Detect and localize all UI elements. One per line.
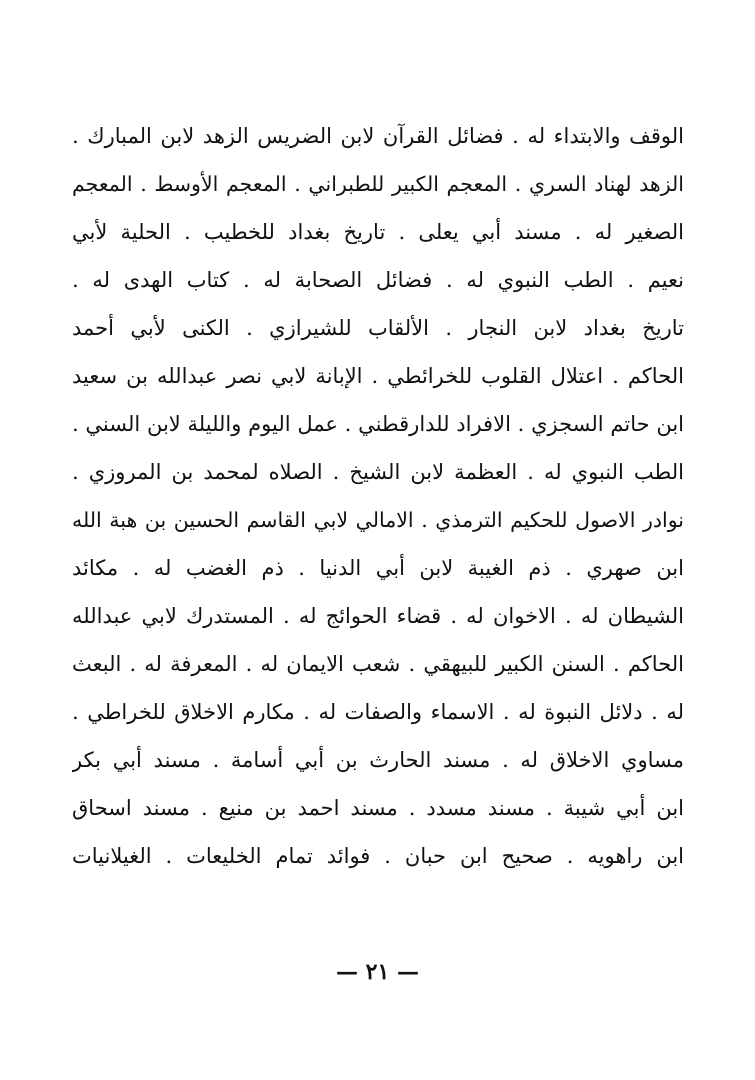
body-text	[72, 112, 684, 880]
text-line-6: الحاكم . اعتلال القلوب للخرائطي . الإبانة لابي نصر عبدالله بن سعيد	[72, 364, 684, 388]
text-line-13: له . دلائل النبوة له . الاسماء والصفات له . مكارم الاخلاق للخراطي .	[72, 700, 684, 724]
text-line-12: الحاكم . السنن الكبير للبيهقي . شعب الايمان له . المعرفة له . البعث	[72, 652, 684, 676]
text-line-10: ابن صهري . ذم الغيبة لابن أبي الدنيا . ذم الغضب له . مكائد	[72, 556, 684, 580]
text-line-11: الشيطان له . الاخوان له . قضاء الحوائج له . المستدرك لابي عبدالله	[72, 604, 684, 628]
text-line-4: نعيم . الطب النبوي له . فضائل الصحابة له . كتاب الهدى له .	[72, 268, 684, 292]
text-line-3: الصغير له . مسند أبي يعلى . تاريخ بغداد للخطيب . الحلية لأبي	[72, 220, 684, 244]
text-line-2: الزهد لهناد السري . المعجم الكبير للطبراني . المعجم الأوسط . المعجم	[72, 172, 684, 196]
text-line-7: ابن حاتم السجزي . الافراد للدارقطني . عمل اليوم والليلة لابن السني .	[72, 412, 684, 436]
text-line-5: تاريخ بغداد لابن النجار . الألقاب للشيرازي . الكنى لأبي أحمد	[72, 316, 684, 340]
text-line-15: ابن أبي شيبة . مسند مسدد . مسند احمد بن منيع . مسند اسحاق	[72, 796, 684, 820]
text-line-8: الطب النبوي له . العظمة لابن الشيخ . الصلاه لمحمد بن المروزي .	[72, 460, 684, 484]
text-line-16: ابن راهويه . صحيح ابن حبان . فوائد تمام الخليعات . الغيلانيات	[72, 844, 684, 868]
text-line-1: الوقف والابتداء له . فضائل القرآن لابن الضريس الزهد لابن المبارك .	[72, 124, 684, 148]
page-number: — ٢١ —	[336, 959, 419, 985]
text-line-9: نوادر الاصول للحكيم الترمذي . الامالي لابي القاسم الحسين بن هبة الله	[72, 508, 684, 532]
text-line-14: مساوي الاخلاق له . مسند الحارث بن أبي أسامة . مسند أبي بكر	[72, 748, 684, 772]
